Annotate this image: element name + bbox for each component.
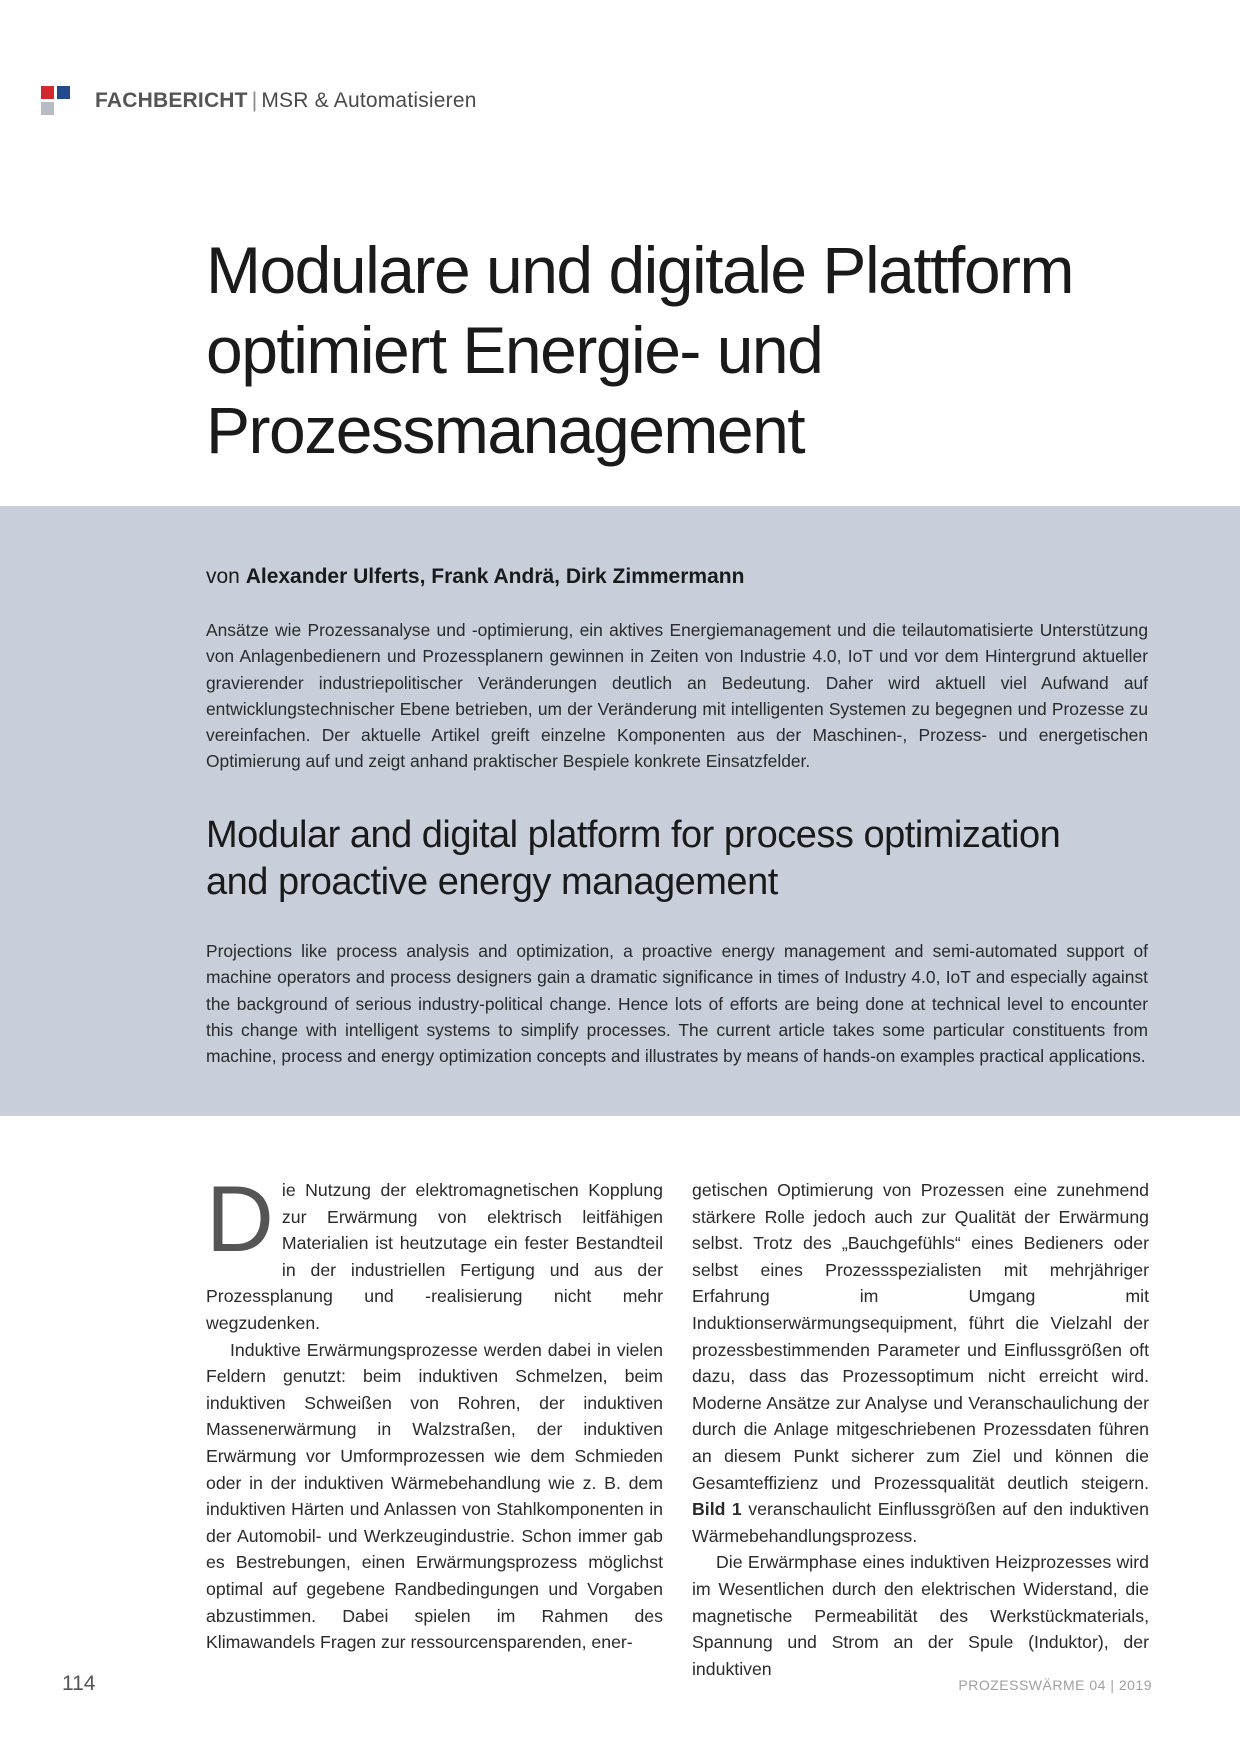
section-header (95, 89, 477, 113)
english-title-line: and proactive energy management (206, 861, 778, 903)
english-title-line: Modular and digital platform for process optimization (206, 814, 1061, 856)
article-title (206, 230, 1126, 470)
logo-blue-square (57, 86, 70, 99)
abstract-english: Projections like process analysis and optimization, a proactive energy management and semi-automated support of machine operators and process designers gain a dramatic significance in times of Industry 4.0, IoT and especially against the background of serious industry-political change. Hence lots of efforts are being done at technical level to encounter this change with intelligent systems to simplify processes. The current article takes some particular constituents from machine, process and energy optimization concepts and illustrates by means of hands-on examples practical applications. (206, 941, 1148, 1067)
body-text: veranschaulicht Einflussgrößen auf den induktiven Wärmebehandlungsprozess. (692, 1499, 1149, 1546)
title-line: Prozessmanagement (206, 393, 805, 467)
body-text: getischen Optimierung von Prozessen eine zunehmend stärkere Rolle jedoch auch zur Qualität der Erwärmung selbst. Trotz des „Bauchgefühls“ eines Bedieners oder selbst eines Prozessspezialisten mit mehrjähriger Erfahrung im Umgang mit Induktionserwärmungsequipment, führt die Vielzahl der prozessbestimmenden Parameter und Einflussgrößen oft dazu, dass das Prozessoptimum nicht erreicht wird. Moderne Ansätze zur Analyse und Veranschaulichung der durch die Anlage mitgeschriebenen Prozessdaten führen an diesem Punkt sicherer zum Ziel und können die Gesamteffizienz und Prozessqualität deutlich steigern. (692, 1180, 1149, 1493)
page-number: 114 (62, 1672, 96, 1695)
section-kicker: FACHBERICHT (95, 89, 248, 112)
publisher-logo-icon (41, 86, 71, 116)
body-text: ie Nutzung der elektromagnetischen Kopplung zur Erwärmung von elektrisch leitfähigen Materialien ist heutzutage ein fester Bestandteil in der industriellen Fertigung und aus der Prozessplanung und -realisierung nicht mehr wegzudenken. (206, 1180, 663, 1333)
section-name: MSR & Automatisieren (261, 89, 477, 112)
body-paragraph (206, 1166, 663, 1337)
title-line: optimiert Energie- und (206, 313, 823, 387)
logo-red-square (41, 86, 54, 99)
section-separator: | (251, 89, 258, 112)
author-prefix: von (206, 565, 240, 588)
body-column-right (692, 1177, 1149, 1682)
body-column-left (206, 1166, 663, 1656)
drop-cap: D (206, 1166, 274, 1271)
logo-gray-square (41, 102, 54, 115)
english-title (206, 812, 1166, 906)
magazine-footer: PROZESSWÄRME 04 | 2019 (958, 1677, 1152, 1693)
abstract-german: Ansätze wie Prozessanalyse und -optimierung, ein aktives Energiemanagement und die teilautomatisierte Unterstützung von Anlagenbedienern und Prozessplanern gewinnen in Zeiten von Industrie 4.0, IoT und vor dem Hintergrund aktueller gravierender industriepolitischer Veränderungen deutlich an Bedeutung. Daher wird aktuell viel Aufwand auf entwicklungstechnischer Ebene betrieben, um der Veränderung mit intelligenten Systemen zu begegnen und Prozesse zu vereinfachen. Der aktuelle Artikel greift einzelne Komponenten aus der Maschinen-, Prozess- und energetischen Optimierung auf und zeigt anhand praktischer Bespiele konkrete Einsatzfelder. (206, 620, 1148, 772)
body-paragraph (692, 1177, 1149, 1549)
body-paragraph: Die Erwärmphase eines induktiven Heizprozesses wird im Wesentlichen durch den elektrischen Widerstand, die magnetische Permeabilität des Werkstückmaterials, Spannung und Strom an der Spule (Induktor), der induktiven (692, 1552, 1149, 1679)
title-line: Modulare und digitale Plattform (206, 233, 1073, 307)
body-paragraph: Induktive Erwärmungsprozesse werden dabei in vielen Feldern genutzt: beim induktiven Schmelzen, beim induktiven Schweißen von Rohren, der induktiven Massenerwärmung in Walzstraßen, der induktiven Erwärmung vor Umformprozessen wie dem Schmieden oder in der induktiven Wärmebehandlung wie z. B. dem induktiven Härten und Anlassen von Stahlkomponenten in der Automobil- und Werkzeugindustrie. Schon immer gab es Bestrebungen, einen Erwärmungsprozess möglichst optimal auf gegebene Randbedingungen und Vorgaben abzustimmen. Dabei spielen im Rahmen des Klimawandels Fragen zur ressourcensparenden, ener- (206, 1339, 663, 1653)
author-line (206, 565, 744, 589)
author-names: Alexander Ulferts, Frank Andrä, Dirk Zimmermann (245, 565, 745, 588)
figure-reference: Bild 1 (692, 1499, 742, 1520)
